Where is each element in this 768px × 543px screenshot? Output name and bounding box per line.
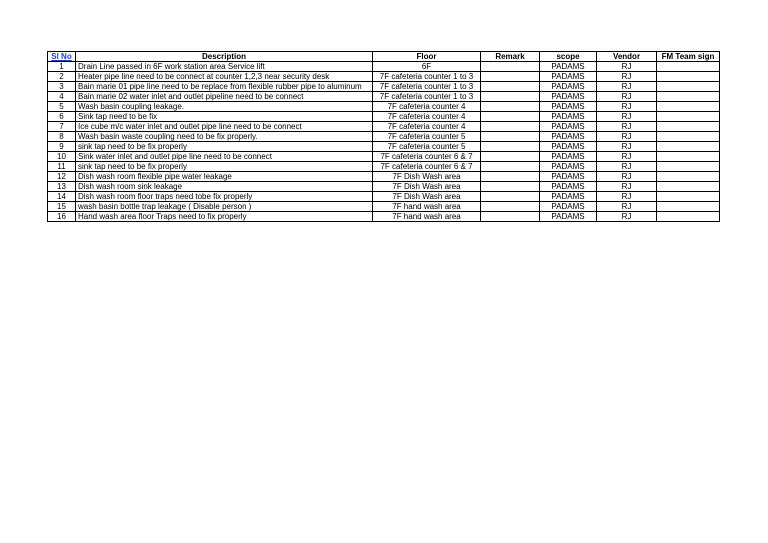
cell-floor: 7F cafeteria counter 6 & 7 bbox=[373, 162, 481, 172]
cell-vendor: RJ bbox=[597, 122, 657, 132]
cell-description: Sink tap need to be fix bbox=[76, 112, 373, 122]
cell-description: sink tap need to be fix properly bbox=[76, 142, 373, 152]
cell-vendor: RJ bbox=[597, 112, 657, 122]
cell-vendor: RJ bbox=[597, 212, 657, 222]
cell-description: Hand wash area floor Traps need to fix properly bbox=[76, 212, 373, 222]
task-table bbox=[47, 51, 720, 222]
cell-scope: PADAMS bbox=[540, 82, 597, 92]
cell-vendor: RJ bbox=[597, 102, 657, 112]
cell-scope: PADAMS bbox=[540, 62, 597, 72]
cell-remark bbox=[481, 82, 540, 92]
cell-remark bbox=[481, 172, 540, 182]
cell-sl-no: 2 bbox=[48, 72, 76, 82]
table-row bbox=[48, 92, 720, 102]
cell-remark bbox=[481, 192, 540, 202]
cell-scope: PADAMS bbox=[540, 122, 597, 132]
cell-fm-team-sign bbox=[657, 122, 720, 132]
cell-fm-team-sign bbox=[657, 132, 720, 142]
cell-scope: PADAMS bbox=[540, 142, 597, 152]
table-body bbox=[48, 62, 720, 222]
cell-vendor: RJ bbox=[597, 82, 657, 92]
cell-sl-no: 8 bbox=[48, 132, 76, 142]
table-row bbox=[48, 192, 720, 202]
cell-floor: 7F Dish Wash area bbox=[373, 182, 481, 192]
cell-vendor: RJ bbox=[597, 92, 657, 102]
cell-description: Wash basin waste coupling need to be fix properly. bbox=[76, 132, 373, 142]
cell-vendor: RJ bbox=[597, 172, 657, 182]
cell-description: Ice cube m/c water inlet and outlet pipe line need to be connect bbox=[76, 122, 373, 132]
cell-scope: PADAMS bbox=[540, 182, 597, 192]
cell-vendor: RJ bbox=[597, 192, 657, 202]
cell-scope: PADAMS bbox=[540, 172, 597, 182]
cell-fm-team-sign bbox=[657, 72, 720, 82]
cell-sl-no: 5 bbox=[48, 102, 76, 112]
table-row bbox=[48, 162, 720, 172]
cell-fm-team-sign bbox=[657, 182, 720, 192]
table-row bbox=[48, 182, 720, 192]
table-row bbox=[48, 122, 720, 132]
column-header-floor: Floor bbox=[373, 52, 481, 62]
cell-fm-team-sign bbox=[657, 82, 720, 92]
cell-fm-team-sign bbox=[657, 202, 720, 212]
cell-description: Dish wash room floor traps need tobe fix properly bbox=[76, 192, 373, 202]
cell-sl-no: 3 bbox=[48, 82, 76, 92]
cell-floor: 7F hand wash area bbox=[373, 212, 481, 222]
table-row bbox=[48, 212, 720, 222]
cell-description: Heater pipe line need to be connect at counter 1,2,3 near security desk bbox=[76, 72, 373, 82]
cell-scope: PADAMS bbox=[540, 72, 597, 82]
cell-scope: PADAMS bbox=[540, 112, 597, 122]
cell-floor: 7F cafeteria counter 4 bbox=[373, 122, 481, 132]
cell-scope: PADAMS bbox=[540, 192, 597, 202]
cell-remark bbox=[481, 142, 540, 152]
cell-floor: 7F cafeteria counter 4 bbox=[373, 112, 481, 122]
table-row bbox=[48, 152, 720, 162]
cell-sl-no: 4 bbox=[48, 92, 76, 102]
cell-fm-team-sign bbox=[657, 172, 720, 182]
cell-description: sink tap need to be fix properly bbox=[76, 162, 373, 172]
cell-sl-no: 13 bbox=[48, 182, 76, 192]
cell-description: Dish wash room flexible pipe water leakage bbox=[76, 172, 373, 182]
cell-vendor: RJ bbox=[597, 142, 657, 152]
cell-vendor: RJ bbox=[597, 202, 657, 212]
cell-vendor: RJ bbox=[597, 72, 657, 82]
cell-scope: PADAMS bbox=[540, 152, 597, 162]
cell-sl-no: 7 bbox=[48, 122, 76, 132]
cell-sl-no: 11 bbox=[48, 162, 76, 172]
cell-scope: PADAMS bbox=[540, 92, 597, 102]
cell-floor: 7F cafeteria counter 1 to 3 bbox=[373, 82, 481, 92]
table-row bbox=[48, 202, 720, 212]
table-row bbox=[48, 82, 720, 92]
cell-description: wash basin bottle trap leakage ( Disable person ) bbox=[76, 202, 373, 212]
cell-remark bbox=[481, 92, 540, 102]
cell-fm-team-sign bbox=[657, 142, 720, 152]
cell-sl-no: 10 bbox=[48, 152, 76, 162]
cell-scope: PADAMS bbox=[540, 132, 597, 142]
column-header-fm-team-sign: FM Team sign bbox=[657, 52, 720, 62]
cell-remark bbox=[481, 122, 540, 132]
cell-remark bbox=[481, 62, 540, 72]
cell-vendor: RJ bbox=[597, 62, 657, 72]
cell-remark bbox=[481, 182, 540, 192]
cell-floor: 7F cafeteria counter 6 & 7 bbox=[373, 152, 481, 162]
table-row bbox=[48, 142, 720, 152]
cell-remark bbox=[481, 202, 540, 212]
table-row bbox=[48, 132, 720, 142]
cell-remark bbox=[481, 152, 540, 162]
cell-fm-team-sign bbox=[657, 62, 720, 72]
cell-remark bbox=[481, 132, 540, 142]
cell-scope: PADAMS bbox=[540, 202, 597, 212]
cell-sl-no: 1 bbox=[48, 62, 76, 72]
cell-sl-no: 9 bbox=[48, 142, 76, 152]
cell-sl-no: 16 bbox=[48, 212, 76, 222]
cell-vendor: RJ bbox=[597, 152, 657, 162]
cell-description: Drain Line passed in 6F work station area Service lift bbox=[76, 62, 373, 72]
cell-fm-team-sign bbox=[657, 212, 720, 222]
cell-sl-no: 14 bbox=[48, 192, 76, 202]
table-row bbox=[48, 102, 720, 112]
cell-remark bbox=[481, 112, 540, 122]
cell-floor: 7F cafeteria counter 1 to 3 bbox=[373, 72, 481, 82]
cell-floor: 7F cafeteria counter 5 bbox=[373, 142, 481, 152]
cell-remark bbox=[481, 102, 540, 112]
cell-fm-team-sign bbox=[657, 112, 720, 122]
cell-vendor: RJ bbox=[597, 132, 657, 142]
table-row bbox=[48, 112, 720, 122]
cell-fm-team-sign bbox=[657, 92, 720, 102]
column-header-description: Description bbox=[76, 52, 373, 62]
cell-description: Dish wash room sink leakage bbox=[76, 182, 373, 192]
cell-description: Bain marie 02 water inlet and outlet pipeline need to be connect bbox=[76, 92, 373, 102]
cell-floor: 7F cafeteria counter 4 bbox=[373, 102, 481, 112]
cell-fm-team-sign bbox=[657, 102, 720, 112]
cell-fm-team-sign bbox=[657, 162, 720, 172]
cell-floor: 7F cafeteria counter 1 to 3 bbox=[373, 92, 481, 102]
table-row bbox=[48, 72, 720, 82]
column-header-vendor: Vendor bbox=[597, 52, 657, 62]
cell-remark bbox=[481, 162, 540, 172]
column-header-sl-no: Sl No bbox=[48, 52, 76, 62]
cell-floor: 7F cafeteria counter 5 bbox=[373, 132, 481, 142]
cell-sl-no: 12 bbox=[48, 172, 76, 182]
cell-description: Wash basin coupling leakage. bbox=[76, 102, 373, 112]
cell-remark bbox=[481, 72, 540, 82]
cell-remark bbox=[481, 212, 540, 222]
cell-sl-no: 15 bbox=[48, 202, 76, 212]
cell-floor: 7F hand wash area bbox=[373, 202, 481, 212]
cell-floor: 6F bbox=[373, 62, 481, 72]
cell-scope: PADAMS bbox=[540, 212, 597, 222]
cell-vendor: RJ bbox=[597, 182, 657, 192]
cell-fm-team-sign bbox=[657, 192, 720, 202]
cell-description: Bain marie 01 pipe line need to be replace from flexible rubber pipe to aluminum bbox=[76, 82, 373, 92]
cell-floor: 7F Dish Wash area bbox=[373, 172, 481, 182]
header-row bbox=[48, 52, 720, 62]
table-row bbox=[48, 172, 720, 182]
table-row bbox=[48, 62, 720, 72]
cell-fm-team-sign bbox=[657, 152, 720, 162]
column-header-scope: scope bbox=[540, 52, 597, 62]
cell-vendor: RJ bbox=[597, 162, 657, 172]
cell-scope: PADAMS bbox=[540, 162, 597, 172]
cell-description: Sink water inlet and outlet pipe line need to be connect bbox=[76, 152, 373, 162]
cell-sl-no: 6 bbox=[48, 112, 76, 122]
column-header-remark: Remark bbox=[481, 52, 540, 62]
cell-floor: 7F Dish Wash area bbox=[373, 192, 481, 202]
cell-scope: PADAMS bbox=[540, 102, 597, 112]
